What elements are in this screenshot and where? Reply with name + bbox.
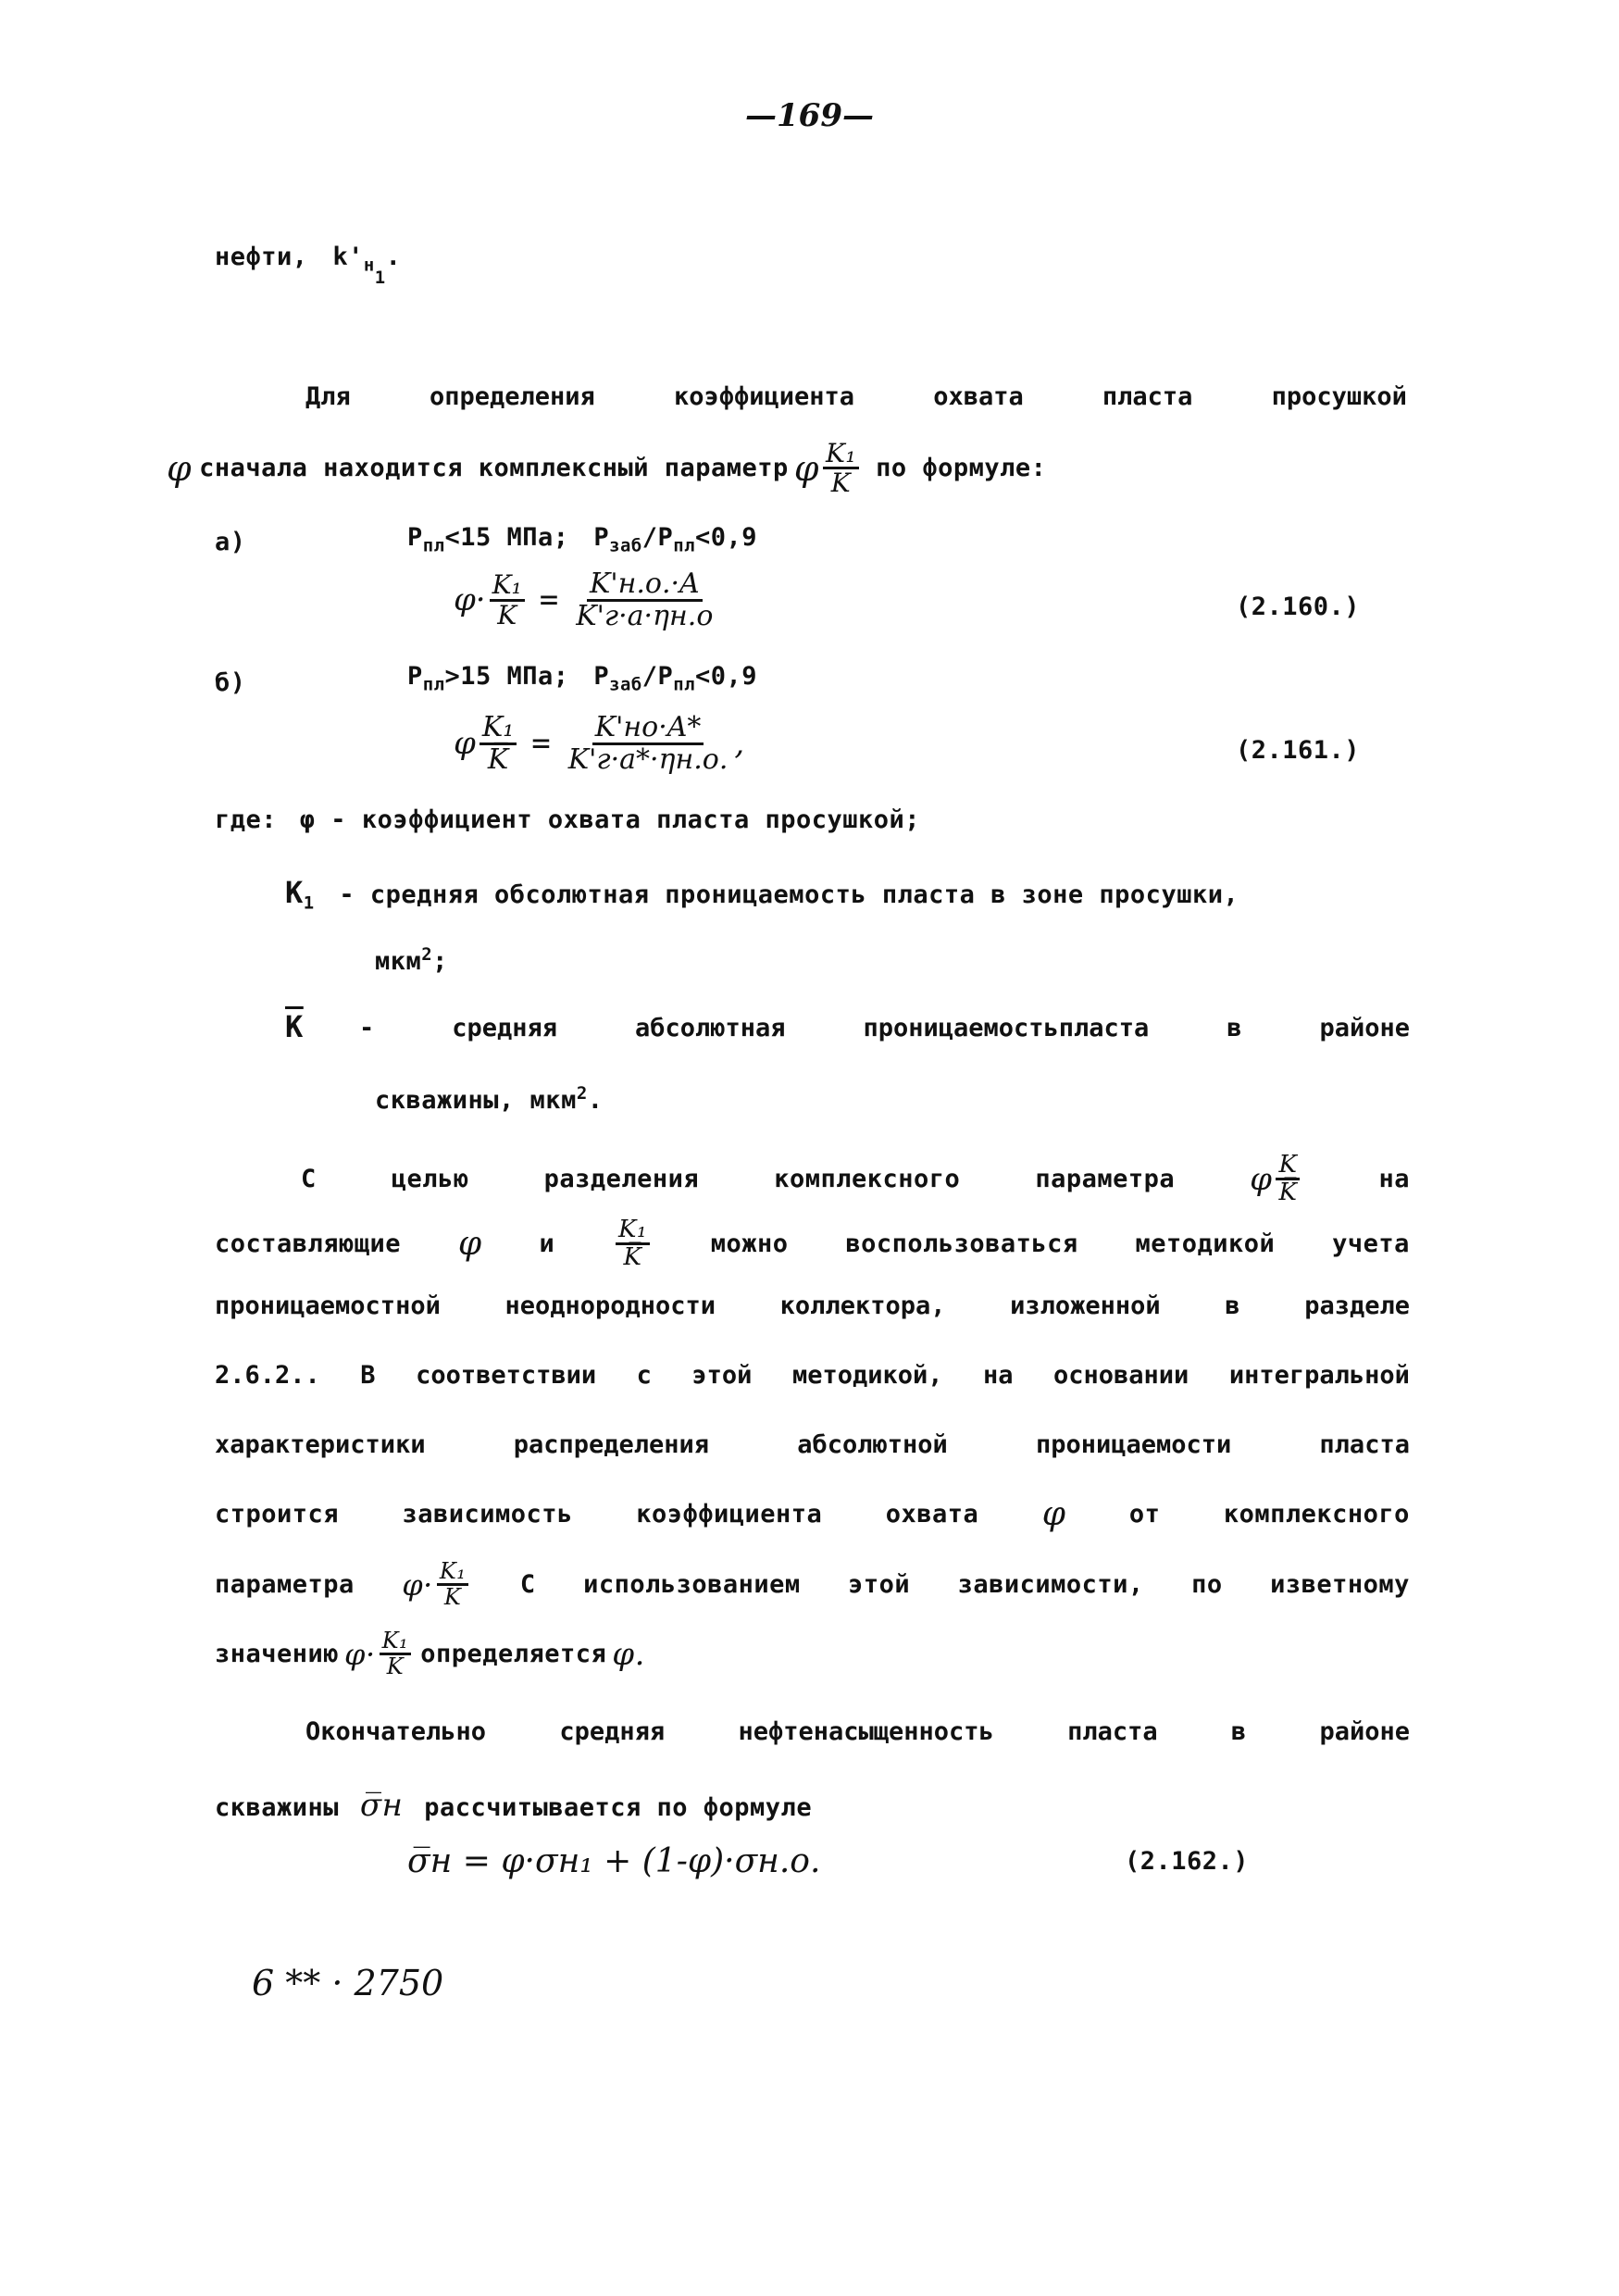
para2-line6	[215, 1495, 1410, 1533]
word: можно	[710, 1229, 789, 1259]
word: комплексного	[774, 1165, 961, 1194]
unit-end: ;	[432, 947, 448, 976]
word: средняя	[559, 1717, 666, 1746]
equation-number-2-161: (2.161.)	[1236, 736, 1361, 765]
cond-text: <15 МПа;	[444, 523, 569, 552]
word: нефтенасыщенность	[738, 1717, 994, 1746]
word: этой	[691, 1361, 753, 1390]
where-line	[215, 805, 920, 834]
frac-num: K₁	[380, 1629, 412, 1655]
word: в	[1230, 1717, 1247, 1746]
para3-line2	[215, 1787, 812, 1824]
phi-symbol: φ	[1041, 1495, 1066, 1533]
intro-subsub: 1	[374, 268, 386, 289]
intro-sub: н	[363, 255, 375, 276]
fraction-k1-over-kbar	[616, 1217, 650, 1271]
equals: =	[539, 581, 559, 618]
word: Для	[305, 382, 351, 411]
footer-handwritten-note: 6 ** · 2750	[252, 1963, 444, 2003]
word: проницаемости	[1035, 1430, 1232, 1459]
word: зависимость	[402, 1500, 573, 1529]
kbar-sup: 2	[576, 1083, 588, 1104]
word: в	[1225, 1292, 1240, 1320]
para2-line8	[215, 1629, 645, 1678]
word: определяется	[420, 1640, 607, 1669]
word: значению	[215, 1640, 340, 1669]
word: строится	[215, 1500, 340, 1529]
frac-den: K'г·a*·ηн.о.	[567, 742, 729, 776]
case-b-condition	[407, 662, 757, 694]
line2-prefix: сначала находится комплексный параметр	[199, 454, 789, 483]
word: от	[1128, 1500, 1161, 1529]
word: интегральной	[1228, 1361, 1410, 1390]
word: целью	[391, 1165, 469, 1194]
phi-symbol: φ·	[344, 1636, 376, 1672]
frac-den: K̅	[487, 742, 509, 776]
k1-symbol: K	[285, 875, 304, 910]
word: распределения	[513, 1430, 710, 1459]
lhs-fraction	[479, 713, 517, 774]
word: определения	[429, 382, 595, 411]
frac-den: K̅	[830, 468, 852, 499]
word: охвата	[933, 382, 1024, 411]
frac-num: K₁	[490, 571, 525, 601]
word: охвата	[885, 1500, 979, 1529]
cond-sub: пл	[422, 674, 445, 695]
word: -	[359, 1014, 375, 1042]
word: разделе	[1304, 1292, 1410, 1320]
rhs-fraction	[573, 569, 716, 630]
frac-num: K₁	[479, 713, 517, 745]
unit-text: мкм	[375, 947, 422, 976]
word: абсолютная	[634, 1014, 786, 1042]
word: неоднородности	[504, 1292, 716, 1320]
rhs-fraction	[566, 713, 731, 774]
where-label: где:	[215, 805, 278, 834]
word: проницаемостной	[215, 1292, 441, 1320]
para1-line2	[167, 440, 1046, 497]
word: с	[636, 1361, 652, 1390]
word: коэффициента	[673, 382, 855, 411]
word: абсолютной	[797, 1430, 948, 1459]
equation-number-2-160: (2.160.)	[1236, 593, 1361, 621]
k1-unit	[375, 944, 448, 976]
frac-num: K₁	[437, 1560, 469, 1586]
word: Окончательно	[305, 1717, 487, 1746]
word: составляющие	[215, 1229, 402, 1259]
word: изложенной	[1010, 1292, 1161, 1320]
cond-p: P	[407, 662, 423, 691]
word: коэффициента	[636, 1500, 823, 1529]
frac-num: K₁	[616, 1217, 650, 1245]
phi-definition: φ - коэффициент охвата пласта просушкой;	[299, 805, 921, 834]
cond-p: P	[407, 523, 423, 552]
frac-num: K'н.о.·A	[587, 569, 703, 602]
phi-k1-over-kbar	[344, 1629, 415, 1678]
kbar-symbol: $\overline{K}$	[285, 1009, 304, 1044]
page-number: —169—	[745, 97, 874, 134]
fraction	[437, 1560, 469, 1609]
intro-text: нефти,	[215, 243, 308, 271]
fraction	[1276, 1153, 1300, 1206]
cond-text: /P	[641, 662, 674, 691]
lhs-fraction	[490, 571, 525, 629]
frac-den: K̅	[623, 1243, 642, 1272]
word: на	[1378, 1165, 1410, 1194]
word: С	[301, 1165, 317, 1194]
formula-2-162: σ̅н = φ·σн₁ + (1-φ)·σн.о.	[407, 1842, 821, 1880]
sigma-symbol: σ̅н	[359, 1787, 404, 1824]
para1-line1	[305, 382, 1407, 411]
k1-text: - средняя обсолютная проницаемость пласта в зоне просушки,	[339, 880, 1239, 909]
word: параметра	[1035, 1165, 1176, 1194]
word: учета	[1332, 1229, 1410, 1259]
cond-sub: заб	[609, 535, 642, 556]
word: коллектора,	[779, 1292, 946, 1320]
kbar-definition	[359, 1014, 1410, 1042]
cond-text: <0,9	[694, 662, 758, 691]
cond-sub: пл	[422, 535, 445, 556]
word: районе	[1319, 1014, 1410, 1042]
kbar-unit-text: скважины, мкм	[375, 1086, 577, 1115]
lhs-phi: φ	[454, 725, 476, 762]
word: проницаемостьпласта	[863, 1014, 1150, 1042]
equation-number-2-162: (2.162.)	[1125, 1847, 1250, 1876]
word: пласта	[1102, 382, 1193, 411]
word: методикой,	[791, 1361, 943, 1390]
word: параметра	[215, 1570, 355, 1600]
word: методикой	[1135, 1229, 1276, 1259]
word: по	[1191, 1570, 1223, 1600]
k1-sub: 1	[303, 892, 315, 914]
unit-sup: 2	[421, 944, 433, 965]
para2-line5	[215, 1430, 1410, 1459]
formula-2-160	[454, 569, 719, 630]
para3-line1	[305, 1717, 1410, 1746]
word: на	[983, 1361, 1014, 1390]
word: основании	[1053, 1361, 1189, 1390]
formula-2-161	[454, 713, 744, 774]
word: использованием	[583, 1570, 801, 1600]
frac-num: K	[1276, 1153, 1300, 1180]
frac-num: K₁	[823, 440, 859, 469]
frac-den: K'г·a·ηн.о	[576, 599, 714, 632]
case-b-label: б)	[215, 668, 246, 697]
word: С	[519, 1570, 536, 1600]
kbar-line2	[375, 1083, 603, 1115]
intro-end: .	[385, 243, 402, 271]
word: В	[360, 1361, 376, 1390]
phi-symbol: φ·	[402, 1566, 433, 1603]
phi-symbol: φ.	[612, 1635, 645, 1673]
word: пласта	[1067, 1717, 1158, 1746]
word: районе	[1319, 1717, 1410, 1746]
equals: =	[531, 725, 551, 762]
word: этой	[848, 1570, 911, 1600]
word: изветному	[1270, 1570, 1410, 1600]
word: комплексного	[1223, 1500, 1410, 1529]
phi-symbol: φ	[457, 1225, 482, 1264]
word: зависимости,	[957, 1570, 1144, 1600]
case-a-label: а)	[215, 528, 246, 556]
word: средняя	[452, 1014, 557, 1042]
frac-den: K̅	[497, 599, 517, 630]
cond-sub: заб	[609, 674, 642, 695]
word: просушкой	[1271, 382, 1407, 411]
k1-definition	[285, 875, 1239, 913]
para2-line4	[215, 1361, 1410, 1390]
comma: ,	[734, 725, 745, 762]
fraction-k1-over-kbar	[823, 440, 859, 497]
word: и	[539, 1229, 555, 1259]
phi-symbol: φ	[167, 447, 193, 489]
phi-k1-over-kbar	[402, 1560, 472, 1609]
para2-line2	[215, 1217, 1410, 1271]
frac-den: K̅	[386, 1653, 405, 1680]
intro-symbol: k'	[332, 243, 364, 271]
para2-line1	[301, 1153, 1410, 1206]
para2-line7	[215, 1560, 1410, 1609]
line2-suffix: по формуле:	[876, 454, 1047, 483]
frac-den: K̅	[1278, 1179, 1298, 1207]
word: в	[1227, 1014, 1242, 1042]
cond-text: /P	[641, 523, 674, 552]
cond-sub: пл	[673, 535, 695, 556]
cond-p: P	[593, 523, 610, 552]
lhs-phi: φ·	[454, 581, 486, 618]
cond-text: <0,9	[694, 523, 758, 552]
cond-text: >15 МПа;	[444, 662, 569, 691]
phi-k-over-kbar	[1250, 1153, 1303, 1206]
para2-line3	[215, 1292, 1410, 1320]
cond-sub: пл	[673, 674, 695, 695]
phi-symbol: φ	[793, 447, 819, 489]
word: характеристики	[215, 1430, 426, 1459]
word: разделения	[543, 1165, 700, 1194]
word: скважины	[215, 1793, 340, 1822]
word: пласта	[1319, 1430, 1410, 1459]
fraction	[380, 1629, 412, 1678]
cond-p: P	[593, 662, 610, 691]
phi-symbol: φ	[1250, 1160, 1273, 1198]
word: соответствии	[416, 1361, 597, 1390]
word: воспользоваться	[845, 1229, 1078, 1259]
kbar-end: .	[587, 1086, 604, 1115]
frac-den: K̅	[443, 1584, 462, 1611]
frac-num: K'но·A*	[592, 713, 704, 745]
intro-fragment	[215, 243, 402, 289]
word: 2.6.2..	[215, 1361, 320, 1390]
case-a-condition	[407, 523, 757, 555]
word: рассчитывается по формуле	[424, 1793, 813, 1822]
